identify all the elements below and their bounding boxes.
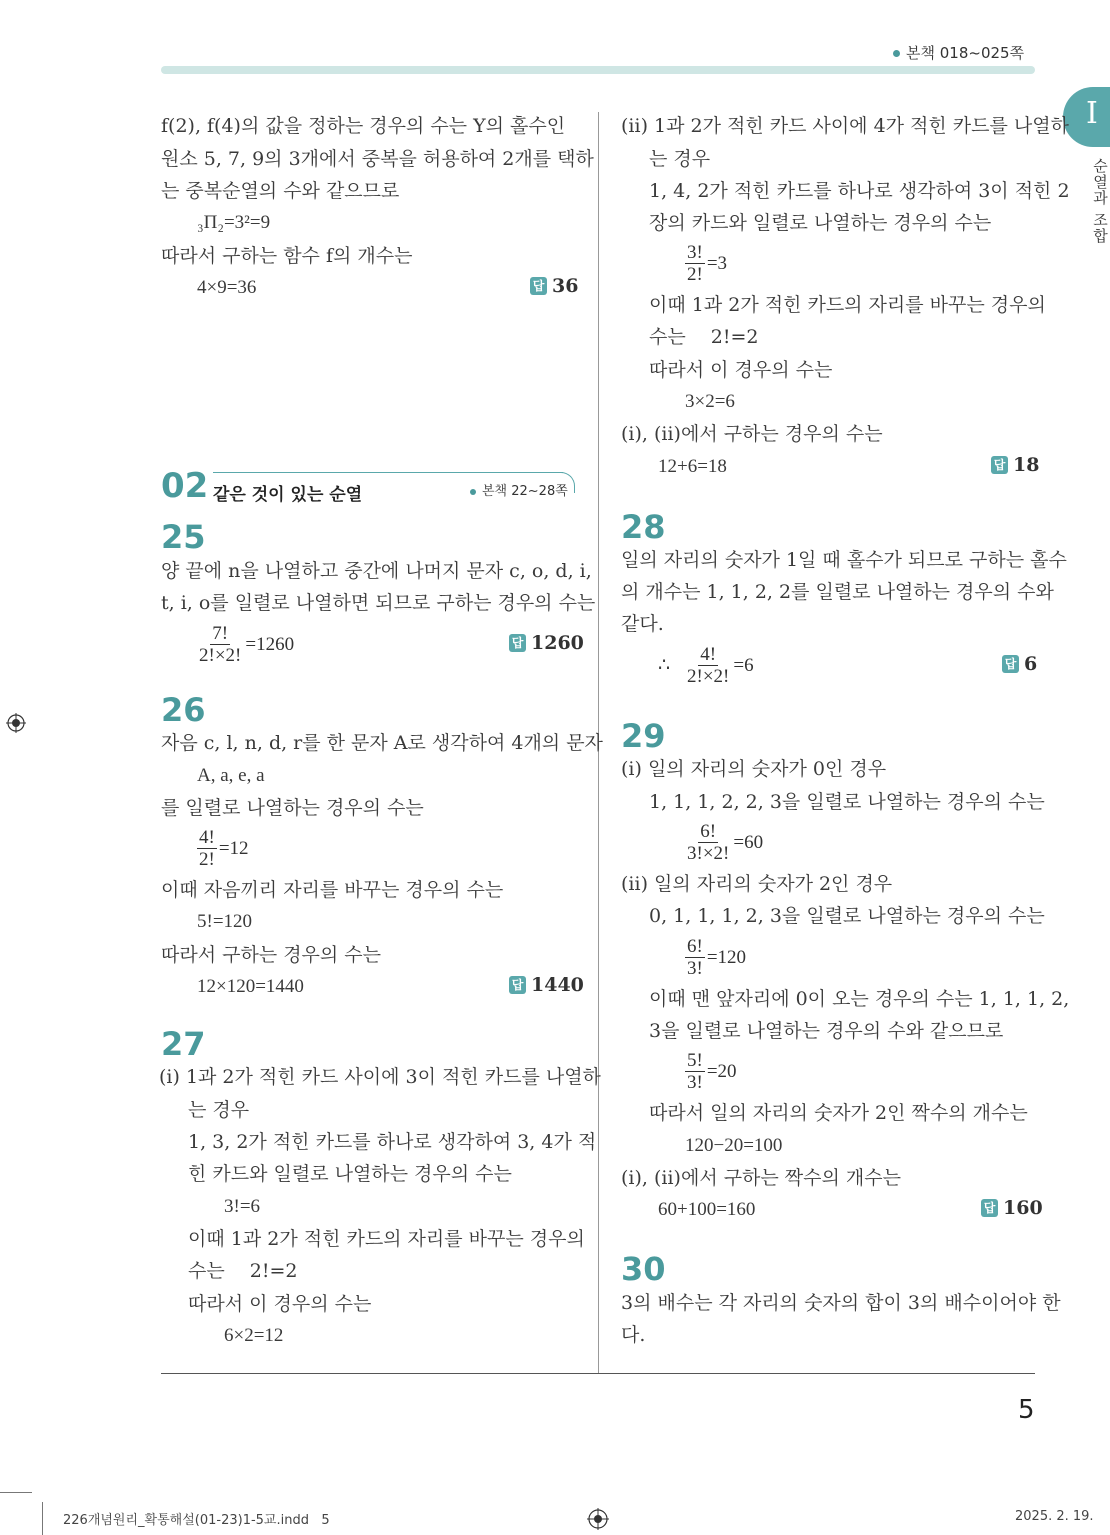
math-line: 6×2=12 (224, 1325, 284, 1346)
fraction-numerator: 7! (212, 623, 229, 644)
bullet-dot-icon (470, 489, 476, 495)
answer-value: 1440 (531, 974, 584, 996)
section-title: 같은 것이 있는 순열 (213, 485, 363, 505)
text-line: 다. (621, 1324, 646, 1346)
fraction (197, 827, 217, 870)
registration-mark-icon (587, 1508, 609, 1530)
footer-date: 2025. 2. 19. (1015, 1509, 1094, 1524)
fraction (685, 936, 705, 979)
answer-36 (530, 275, 578, 297)
fraction-denominator: 2! (199, 849, 215, 870)
fraction-expression (685, 936, 746, 979)
text-line: (ⅰ) 1과 2가 적힌 카드 사이에 3이 적힌 카드를 나열하 (159, 1066, 601, 1088)
text-line: 장의 카드와 일렬로 나열하는 경우의 수는 (649, 212, 992, 234)
fraction-expression (197, 827, 249, 870)
text-line: 3을 일렬로 나열하는 경우의 수와 같으므로 (649, 1020, 1004, 1042)
fraction-numerator: 4! (199, 827, 215, 848)
text-line: 일의 자리의 숫자가 1일 때 홀수가 되므로 구하는 홀수 (621, 549, 1067, 571)
fraction-numerator: 6! (687, 936, 703, 957)
fraction (685, 1050, 705, 1093)
problem-number: 27 (161, 1025, 206, 1063)
fraction (685, 644, 731, 687)
answer-6 (1002, 653, 1037, 675)
answer-value: 6 (1024, 653, 1038, 675)
answer-160 (981, 1197, 1043, 1219)
answer-badge-icon: 답 (530, 277, 547, 295)
fraction-numerator: 5! (687, 1050, 703, 1071)
answer-18 (991, 454, 1039, 476)
math-line: ₃Π₂=3²=9 (197, 212, 271, 233)
section-ref (470, 480, 568, 499)
answer-1260 (509, 632, 584, 654)
text-line: 를 일렬로 나열하는 경우의 수는 (161, 797, 424, 819)
fraction-numerator: 6! (700, 821, 717, 842)
answer-badge-icon: 답 (509, 634, 526, 652)
fraction-expression (197, 623, 294, 666)
text-line: 1, 1, 1, 2, 2, 3을 일렬로 나열하는 경우의 수는 (649, 791, 1045, 813)
answer-value: 160 (1003, 1197, 1043, 1219)
fraction-expression (685, 1050, 737, 1093)
answer-1440 (509, 974, 584, 996)
answer-value: 1260 (531, 632, 584, 654)
text-line: 는 경우 (649, 148, 711, 170)
text-line: (ⅰ), (ⅱ)에서 구하는 짝수의 개수는 (621, 1167, 901, 1189)
fraction-result: =1260 (245, 633, 295, 655)
text-line: 는 경우 (188, 1099, 250, 1121)
problem-number: 25 (161, 518, 206, 556)
fraction (685, 242, 705, 285)
crop-mark (0, 1492, 32, 1493)
footer-file: 226개념원리_확통해설(01-23)1-5교.indd 5 (63, 1513, 330, 1528)
math-line: 4×9=36 (197, 277, 257, 298)
text-line: 1, 3, 2가 적힌 카드를 하나로 생각하여 3, 4가 적 (188, 1131, 597, 1153)
text-line: 1, 4, 2가 적힌 카드를 하나로 생각하여 3이 적힌 2 (649, 180, 1070, 202)
text-line: (ⅱ) 일의 자리의 숫자가 2인 경우 (621, 873, 893, 895)
answer-value: 18 (1013, 454, 1040, 476)
text-line: 이때 자음끼리 자리를 바꾸는 경우의 수는 (161, 879, 504, 901)
text-line: t, i, o를 일렬로 나열하면 되므로 구하는 경우의 수는 (161, 592, 596, 614)
math-line: 3×2=6 (685, 391, 735, 412)
text-line: 양 끝에 n을 나열하고 중간에 나머지 문자 c, o, d, i, (161, 560, 592, 582)
text-line: 따라서 일의 자리의 숫자가 2인 짝수의 개수는 (649, 1102, 1028, 1124)
fraction-result: =3 (706, 252, 728, 274)
text-line: 이때 1과 2가 적힌 카드의 자리를 바꾸는 경우의 (188, 1228, 585, 1250)
fraction-expression (685, 242, 727, 285)
bullet-dot-icon (893, 50, 900, 57)
text-line: 같다. (621, 613, 664, 635)
text-line: 따라서 구하는 함수 f의 개수는 (161, 245, 413, 267)
text-line: 따라서 이 경우의 수는 (188, 1293, 372, 1315)
fraction-expression (685, 821, 763, 864)
text-line: 자음 c, l, n, d, r를 한 문자 A로 생각하여 4개의 문자 (161, 732, 603, 754)
therefore-symbol: ∴ (658, 655, 671, 676)
header-rule (161, 66, 1035, 74)
text-line: 수는 2!=2 (188, 1260, 298, 1282)
section-rule (213, 472, 563, 473)
text-line: 수는 2!=2 (649, 326, 759, 348)
text-line: 는 중복순열의 수와 같으므로 (161, 180, 400, 202)
text-line: (ⅰ), (ⅱ)에서 구하는 경우의 수는 (621, 423, 883, 445)
fraction-result: =120 (706, 946, 747, 968)
text-line: 따라서 구하는 경우의 수는 (161, 944, 382, 966)
fraction-denominator: 3! (687, 958, 703, 979)
fraction-result: =20 (706, 1060, 737, 1082)
answer-badge-icon: 답 (991, 456, 1008, 474)
header-ref-text: 본책 018~025쪽 (906, 44, 1025, 62)
answer-badge-icon: 답 (981, 1199, 998, 1217)
text-line: 0, 1, 1, 1, 2, 3을 일렬로 나열하는 경우의 수는 (649, 905, 1045, 927)
fraction-result: =12 (218, 837, 249, 859)
chapter-tab-label: I (1086, 96, 1098, 131)
fraction (197, 623, 243, 666)
text-line: 힌 카드와 일렬로 나열하는 경우의 수는 (188, 1163, 512, 1185)
fraction (685, 821, 731, 864)
text-line: 원소 5, 7, 9의 3개에서 중복을 허용하여 2개를 택하 (161, 148, 594, 170)
problem-number: 30 (621, 1250, 666, 1288)
section-ref-text: 본책 22~28쪽 (482, 484, 568, 499)
answer-badge-icon: 답 (509, 976, 526, 994)
section-number: 02 (161, 466, 209, 506)
chapter-title-vertical: 순열과 조합 (1091, 158, 1109, 244)
math-line: 5!=120 (197, 911, 253, 932)
math-line: 60+100=160 (658, 1199, 756, 1220)
text-line: 따라서 이 경우의 수는 (649, 359, 833, 381)
math-line: A, a, e, a (197, 765, 265, 786)
fraction-denominator: 2!×2! (687, 666, 730, 687)
answer-value: 36 (552, 275, 579, 297)
math-line: 12+6=18 (658, 456, 727, 477)
math-line: 3!=6 (224, 1196, 261, 1217)
fraction-denominator: 2! (687, 264, 703, 285)
text-line: f(2), f(4)의 값을 정하는 경우의 수는 Y의 홀수인 (161, 115, 566, 137)
header-ref (893, 42, 1024, 63)
text-line: (ⅱ) 1과 2가 적힌 카드 사이에 4가 적힌 카드를 나열하 (621, 115, 1069, 137)
crop-mark (42, 1502, 43, 1535)
page-number: 5 (1018, 1395, 1035, 1425)
fraction-numerator: 4! (700, 644, 717, 665)
fraction-expression (685, 644, 754, 687)
text-line: 이때 맨 앞자리에 0이 오는 경우의 수는 1, 1, 1, 2, (649, 988, 1070, 1010)
text-line: 3의 배수는 각 자리의 숫자의 합이 3의 배수이어야 한 (621, 1292, 1061, 1314)
answer-badge-icon: 답 (1002, 655, 1019, 673)
fraction-denominator: 3!×2! (687, 843, 730, 864)
fraction-result: =6 (733, 654, 754, 676)
fraction-denominator: 2!×2! (199, 645, 242, 666)
problem-number: 26 (161, 691, 206, 729)
fraction-denominator: 3! (687, 1072, 703, 1093)
problem-number: 29 (621, 717, 666, 755)
fraction-result: =60 (733, 831, 764, 853)
problem-number: 28 (621, 508, 666, 546)
math-line: 120−20=100 (685, 1135, 783, 1156)
bottom-rule (161, 1373, 1035, 1374)
registration-mark-icon (6, 713, 26, 733)
text-line: (ⅰ) 일의 자리의 숫자가 0인 경우 (621, 758, 887, 780)
text-line: 이때 1과 2가 적힌 카드의 자리를 바꾸는 경우의 (649, 294, 1046, 316)
text-line: 의 개수는 1, 1, 2, 2를 일렬로 나열하는 경우의 수와 (621, 581, 1054, 603)
fraction-numerator: 3! (687, 242, 703, 263)
math-line: 12×120=1440 (197, 976, 304, 997)
